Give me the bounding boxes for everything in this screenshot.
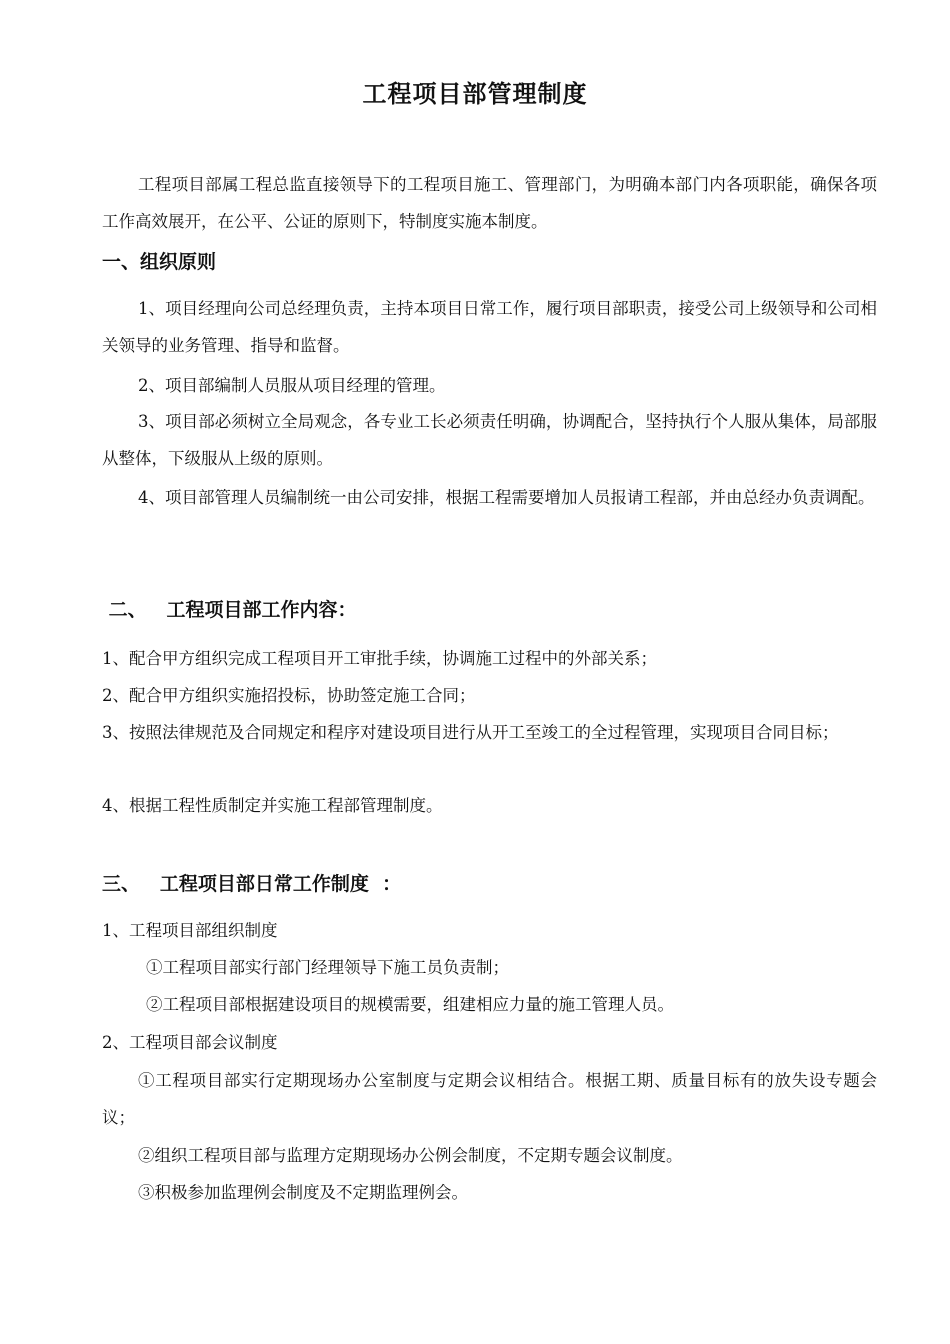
document-title: 工程项目部管理制度 — [362, 80, 588, 108]
section3-sub2-item-1: ①工程项目部实行定期现场办公室制度与定期会议相结合。根据工期、质量目标有的放失设专题会议； — [102, 1071, 877, 1127]
section3-sub1-item-1: ①工程项目部实行部门经理领导下施工员负责制； — [146, 958, 509, 977]
section2-item-3: 3、按照法律规范及合同规定和程序对建设项目进行从开工至竣工的全过程管理，实现项目合同目标； — [102, 723, 839, 742]
section2-item-2: 2、配合甲方组织实施招投标，协助签定施工合同； — [102, 686, 476, 705]
section3-sub1-item-2: ②工程项目部根据建设项目的规模需要，组建相应力量的施工管理人员。 — [146, 995, 674, 1014]
section1-item-4: 4、项目部管理人员编制统一由公司安排，根据工程需要增加人员报请工程部，并由总经办负责调配。 — [138, 488, 875, 507]
section1-item-1: 1、项目经理向公司总经理负责，主持本项目日常工作，履行项目部职责，接受公司上级领导和公司相关领导的业务管理、指导和监督。 — [102, 299, 877, 355]
section3-sub2-item-2: ②组织工程项目部与监理方定期现场办公例会制度，不定期专题会议制度。 — [138, 1146, 683, 1165]
section-heading-1: 一、组织原则 — [102, 251, 217, 273]
section-heading-3: 三、 工程项目部日常工作制度 ： — [102, 873, 402, 895]
section2-item-1: 1、配合甲方组织完成工程项目开工审批手续，协调施工过程中的外部关系； — [102, 649, 657, 668]
section-heading-2: 二、 工程项目部工作内容： — [102, 599, 357, 621]
section2-item-4: 4、根据工程性质制定并实施工程部管理制度。 — [102, 796, 443, 815]
section3-sub2-item-3: ③积极参加监理例会制度及不定期监理例会。 — [138, 1183, 468, 1202]
section1-item-3: 3、项目部必须树立全局观念，各专业工长必须责任明确，协调配合，坚持执行个人服从集体，局部服从整体，下级服从上级的原则。 — [102, 412, 877, 468]
section1-item-2: 2、项目部编制人员服从项目经理的管理。 — [138, 376, 446, 395]
intro-paragraph: 工程项目部属工程总监直接领导下的工程项目施工、管理部门，为明确本部门内各项职能，确保各项工作高效展开，在公平、公证的原则下，特制度实施本制度。 — [102, 175, 877, 231]
section3-sub2-label: 2、工程项目部会议制度 — [102, 1033, 278, 1052]
section3-sub1-label: 1、工程项目部组织制度 — [102, 921, 278, 940]
